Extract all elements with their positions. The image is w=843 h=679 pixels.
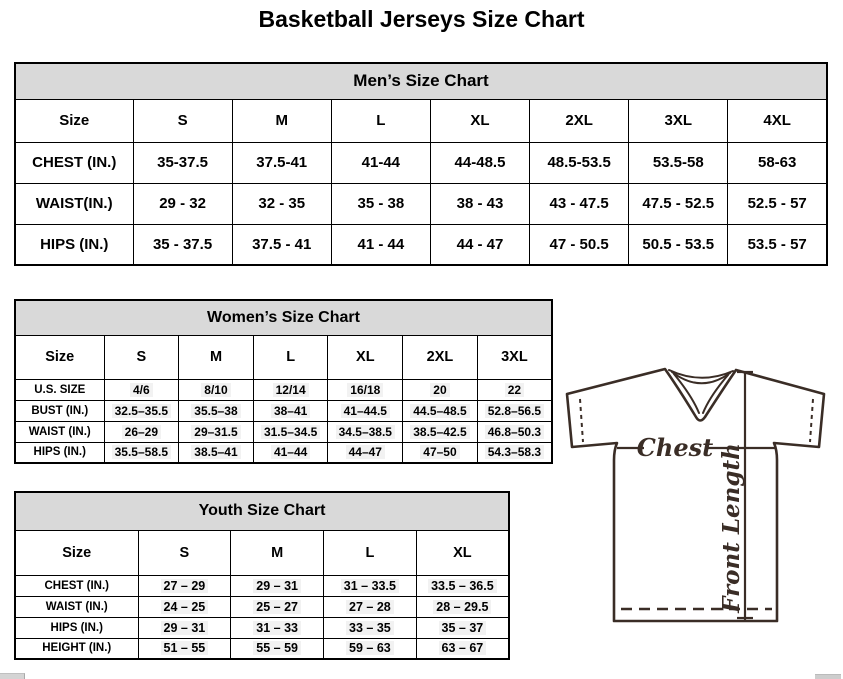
row-label: CHEST (IN.) [15,142,133,183]
right-sleeve-hem-dashes [810,399,813,442]
column-header: 3XL [477,335,552,379]
horizontal-scrollbar-right-fragment[interactable] [815,674,841,679]
table-row [15,421,552,442]
column-header: XL [328,335,403,379]
size-value-cell: 37.5-41 [232,142,331,183]
size-value-cell: 29 - 32 [133,183,232,224]
column-header: XL [430,99,529,142]
size-value-cell: 8/10 [179,379,254,400]
size-value-cell: 41–44.5 [328,400,403,421]
column-header: Size [15,335,104,379]
jersey-measurement-diagram [555,360,843,679]
column-header: S [104,335,179,379]
table-title-row [15,492,509,530]
size-value-cell: 35-37.5 [133,142,232,183]
column-header: Size [15,99,133,142]
table-title-row [15,300,552,335]
column-header: S [133,99,232,142]
size-value-cell: 35 – 37 [416,617,509,638]
size-value-cell: 27 – 29 [138,575,231,596]
size-value-cell: 55 – 59 [231,638,324,659]
size-value-cell: 37.5 - 41 [232,224,331,265]
size-value-cell: 53.5-58 [629,142,728,183]
row-label: WAIST (IN.) [15,596,138,617]
size-value-cell: 35.5–58.5 [104,442,179,463]
size-value-cell: 44.5–48.5 [403,400,478,421]
size-value-cell: 59 – 63 [324,638,417,659]
size-value-cell: 47.5 - 52.5 [629,183,728,224]
column-header: Size [15,530,138,575]
size-value-cell: 31.5–34.5 [253,421,328,442]
column-header-row [15,335,552,379]
size-value-cell: 33.5 – 36.5 [416,575,509,596]
size-value-cell: 41–44 [253,442,328,463]
size-value-cell: 32 - 35 [232,183,331,224]
row-label: WAIST(IN.) [15,183,133,224]
size-value-cell: 24 – 25 [138,596,231,617]
table-title: Women’s Size Chart [15,300,552,335]
size-value-cell: 31 – 33 [231,617,324,638]
row-label: HIPS (IN.) [15,617,138,638]
size-value-cell: 4/6 [104,379,179,400]
mens-size-table [14,62,828,266]
column-header: 4XL [728,99,827,142]
row-label: CHEST (IN.) [15,575,138,596]
size-value-cell: 25 – 27 [231,596,324,617]
size-value-cell: 58-63 [728,142,827,183]
left-sleeve-hem-dashes [580,399,583,442]
table-title: Youth Size Chart [15,492,509,530]
size-value-cell: 26–29 [104,421,179,442]
page-title: Basketball Jerseys Size Chart [258,6,585,32]
size-value-cell: 50.5 - 53.5 [629,224,728,265]
column-header: M [179,335,254,379]
row-label: BUST (IN.) [15,400,104,421]
size-value-cell: 47 - 50.5 [530,224,629,265]
table-row [15,379,552,400]
size-value-cell: 38.5–42.5 [403,421,478,442]
table-row [15,596,509,617]
womens-size-chart-section [14,299,553,464]
table-title-row [15,63,827,99]
table-row [15,638,509,659]
table-row [15,575,509,596]
size-value-cell: 51 – 55 [138,638,231,659]
size-value-cell: 48.5-53.5 [530,142,629,183]
size-value-cell: 35 - 38 [331,183,430,224]
column-header: M [231,530,324,575]
size-value-cell: 28 – 29.5 [416,596,509,617]
table-row [15,442,552,463]
size-value-cell: 22 [477,379,552,400]
front-length-label: Front Length [718,443,745,613]
column-header: M [232,99,331,142]
size-value-cell: 29 – 31 [138,617,231,638]
size-value-cell: 41 - 44 [331,224,430,265]
size-value-cell: 32.5–35.5 [104,400,179,421]
column-header-row [15,99,827,142]
table-title: Men’s Size Chart [15,63,827,99]
size-value-cell: 29 – 31 [231,575,324,596]
jersey-outline-icon [555,360,843,679]
table-row [15,183,827,224]
column-header: L [324,530,417,575]
row-label: WAIST (IN.) [15,421,104,442]
size-value-cell: 38–41 [253,400,328,421]
size-value-cell: 38.5–41 [179,442,254,463]
youth-size-table [14,491,510,660]
size-value-cell: 43 - 47.5 [530,183,629,224]
column-header: 3XL [629,99,728,142]
table-row [15,400,552,421]
size-value-cell: 20 [403,379,478,400]
column-header-row [15,530,509,575]
size-value-cell: 52.8–56.5 [477,400,552,421]
youth-size-chart-section [14,491,510,660]
column-header: S [138,530,231,575]
row-label: U.S. SIZE [15,379,104,400]
row-label: HEIGHT (IN.) [15,638,138,659]
size-value-cell: 53.5 - 57 [728,224,827,265]
horizontal-scrollbar-left-fragment[interactable] [0,673,25,679]
size-value-cell: 35 - 37.5 [133,224,232,265]
size-value-cell: 41-44 [331,142,430,183]
row-label: HIPS (IN.) [15,442,104,463]
size-value-cell: 33 – 35 [324,617,417,638]
row-label: HIPS (IN.) [15,224,133,265]
size-value-cell: 31 – 33.5 [324,575,417,596]
column-header: L [253,335,328,379]
table-row [15,617,509,638]
womens-size-table [14,299,553,464]
column-header: XL [416,530,509,575]
chest-label: Chest [636,433,714,462]
size-value-cell: 38 - 43 [430,183,529,224]
size-value-cell: 35.5–38 [179,400,254,421]
size-value-cell: 46.8–50.3 [477,421,552,442]
size-value-cell: 44 - 47 [430,224,529,265]
size-value-cell: 47–50 [403,442,478,463]
size-value-cell: 44–47 [328,442,403,463]
column-header: 2XL [530,99,629,142]
mens-size-chart-section [14,62,828,266]
size-value-cell: 12/14 [253,379,328,400]
size-value-cell: 34.5–38.5 [328,421,403,442]
table-row [15,224,827,265]
size-value-cell: 16/18 [328,379,403,400]
size-value-cell: 44-48.5 [430,142,529,183]
table-row [15,142,827,183]
size-value-cell: 27 – 28 [324,596,417,617]
size-value-cell: 54.3–58.3 [477,442,552,463]
column-header: L [331,99,430,142]
size-value-cell: 52.5 - 57 [728,183,827,224]
size-value-cell: 63 – 67 [416,638,509,659]
column-header: 2XL [403,335,478,379]
size-value-cell: 29–31.5 [179,421,254,442]
